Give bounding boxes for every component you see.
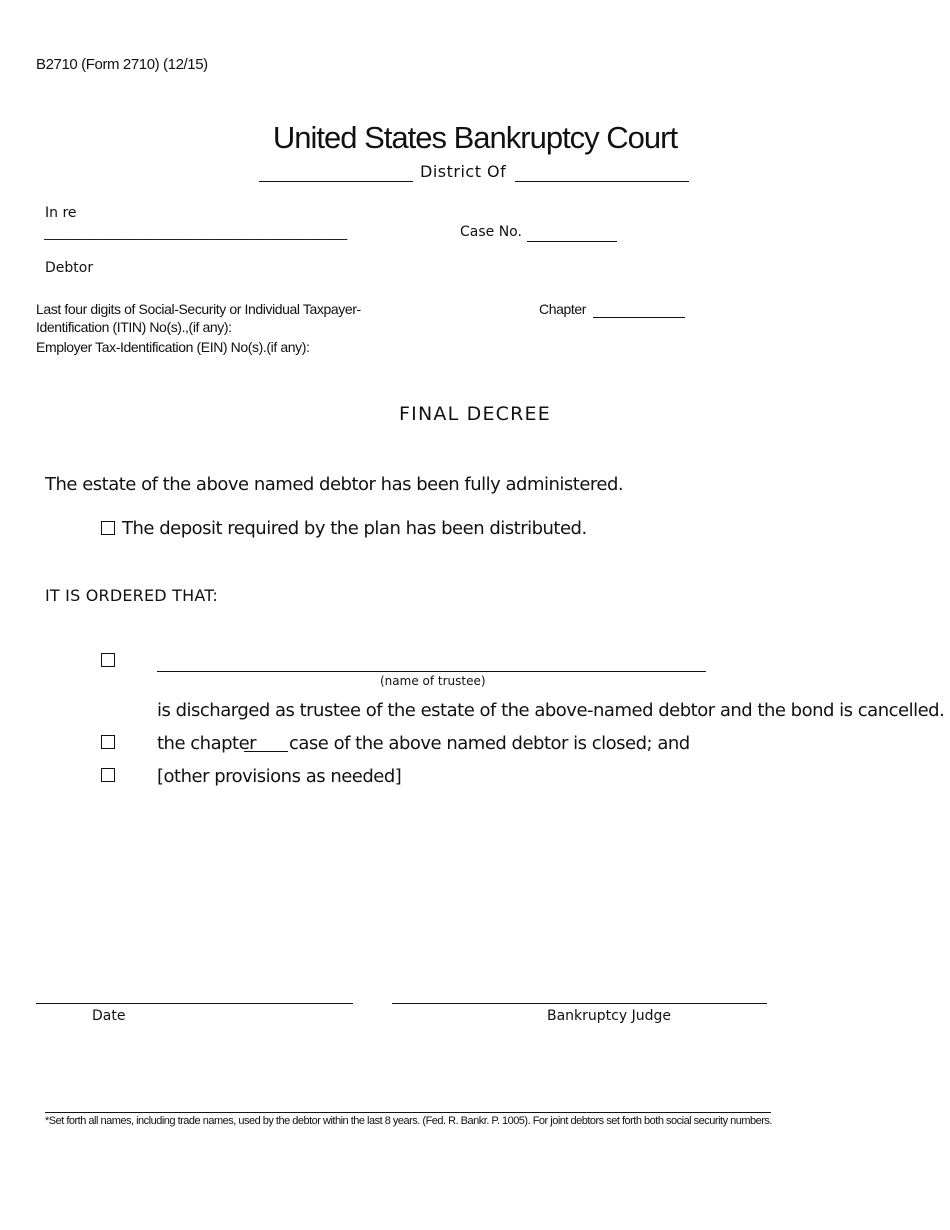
case-closed-text-start: the chapter [157,733,257,754]
court-title: United States Bankruptcy Court [272,120,678,155]
district-blank-left[interactable] [259,181,413,182]
other-provisions-checkbox[interactable] [101,768,115,782]
trustee-checkbox[interactable] [101,653,115,667]
deposit-checkbox[interactable] [101,521,115,535]
case-no-blank[interactable] [527,241,617,242]
debtor-label: Debtor [45,260,94,276]
chapter-blank[interactable] [593,317,685,318]
trustee-name-blank[interactable] [157,671,706,672]
footnote: *Set forth all names, including trade names, used by the debtor within the last 8 years. (Fed. R. Bankr. P. 1005). For joint debtors set forth both social security numbers. [45,1115,772,1127]
ssn-label-line2: Identification (ITIN) No(s).,(if any): [36,319,232,335]
ein-label: Employer Tax-Identification (EIN) No(s).(if any): [36,339,310,355]
case-closed-text-end: case of the above named debtor is closed; and [289,733,690,754]
case-closed-checkbox[interactable] [101,735,115,749]
form-id: B2710 (Form 2710) (12/15) [36,56,208,73]
trustee-name-caption: (name of trustee) [380,674,486,688]
judge-signature-line[interactable] [392,1003,767,1004]
deposit-text: The deposit required by the plan has been distributed. [122,518,587,539]
judge-label: Bankruptcy Judge [547,1008,671,1024]
district-blank-right[interactable] [515,181,689,182]
other-provisions-text: [other provisions as needed] [157,766,402,787]
footnote-rule [45,1112,771,1113]
case-no-label: Case No. [460,224,522,240]
estate-statement: The estate of the above named debtor has been fully administered. [45,474,624,495]
ssn-label-line1: Last four digits of Social-Security or Individual Taxpayer- [36,301,361,317]
date-label: Date [92,1008,126,1024]
date-signature-line[interactable] [36,1003,353,1004]
chapter-number-blank[interactable] [244,751,288,752]
chapter-label: Chapter [539,301,587,317]
district-label: District Of [420,162,507,181]
ordered-heading: IT IS ORDERED THAT: [45,586,219,605]
debtor-name-line[interactable]: ______________________________________________________ [44,226,347,241]
in-re-label: In re [45,205,77,221]
final-decree-heading: FINAL DECREE [399,403,551,425]
trustee-discharge-text: is discharged as trustee of the estate of the above-named debtor and the bond is cancelled. [157,700,945,721]
